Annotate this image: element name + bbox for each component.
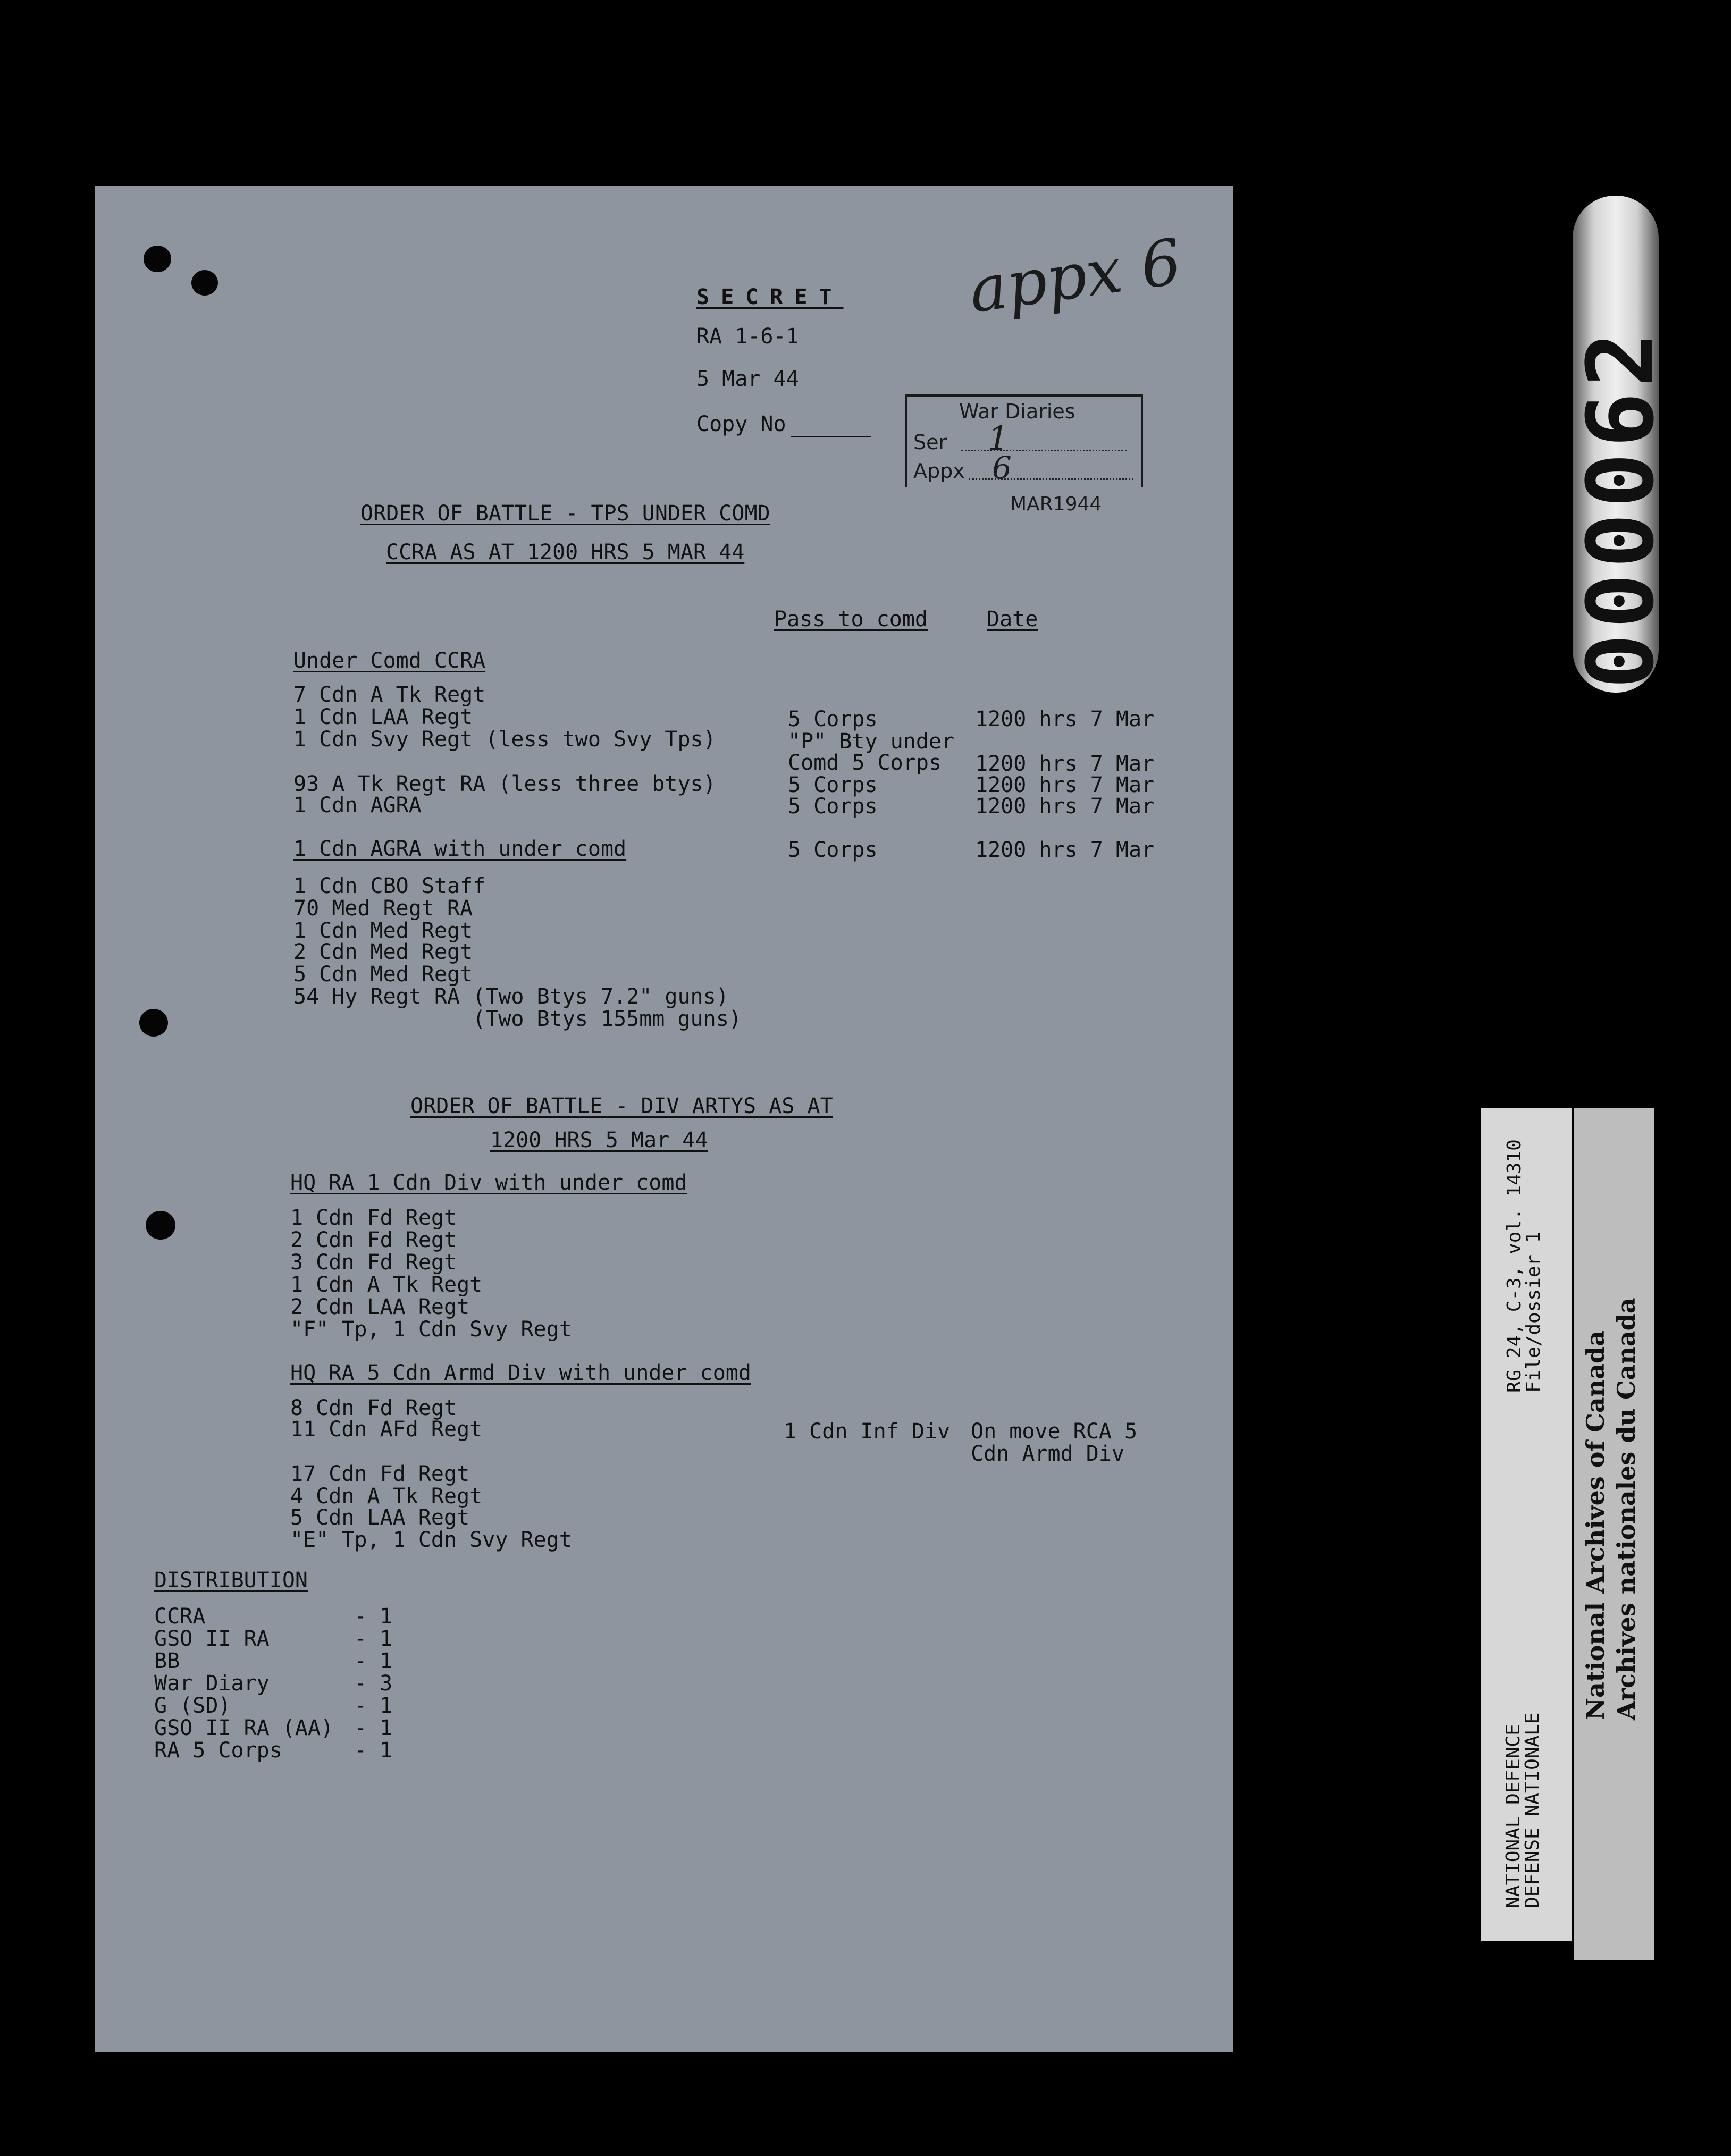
stamp-ser-label: Ser bbox=[913, 431, 947, 454]
pass-cell: 5 Corps bbox=[788, 707, 878, 731]
punch-hole bbox=[191, 270, 218, 296]
classification: SECRET bbox=[696, 285, 844, 309]
distribution-name: War Diary bbox=[154, 1671, 270, 1696]
list-item: 70 Med Regt RA bbox=[293, 896, 473, 921]
distribution-name: GSO II RA (AA) bbox=[154, 1716, 334, 1740]
distribution-count: - 1 bbox=[354, 1604, 393, 1629]
list-item: 2 Cdn LAA Regt bbox=[290, 1295, 470, 1319]
list-item: 8 Cdn Fd Regt bbox=[290, 1396, 457, 1420]
list-item: 5 Cdn Med Regt bbox=[293, 962, 473, 987]
distribution-name: G (SD) bbox=[154, 1694, 231, 1718]
distribution-heading: DISTRIBUTION bbox=[154, 1568, 308, 1593]
list-item: 1 Cdn CBO Staff bbox=[293, 874, 486, 898]
column-header-pass: Pass to comd bbox=[774, 607, 928, 631]
copy-number-line bbox=[791, 436, 871, 437]
section1-subtitle: CCRA AS AT 1200 HRS 5 MAR 44 bbox=[386, 540, 745, 565]
move-note-line2: Cdn Armd Div bbox=[971, 1442, 1124, 1466]
distribution-count: - 1 bbox=[354, 1716, 393, 1740]
group-heading-1-cdn-div: HQ RA 1 Cdn Div with under comd bbox=[290, 1170, 687, 1195]
distribution-name: RA 5 Corps bbox=[154, 1738, 282, 1763]
dept-line1: NATIONAL DEFENCE bbox=[1502, 1724, 1524, 1908]
table-row: 1 Cdn Svy Regt (less two Svy Tps) bbox=[293, 727, 716, 752]
distribution-name: GSO II RA bbox=[154, 1627, 270, 1651]
list-item: 17 Cdn Fd Regt bbox=[290, 1462, 470, 1486]
list-item: 1 Cdn A Tk Regt bbox=[290, 1273, 483, 1297]
pass-cell: "P" Bty under bbox=[788, 729, 955, 754]
copy-number-label: Copy No bbox=[696, 412, 786, 436]
date-cell: 1200 hrs 7 Mar bbox=[975, 707, 1155, 731]
group-heading-under-comd-ccra: Under Comd CCRA bbox=[293, 649, 486, 673]
reel-number: 000062 bbox=[1567, 326, 1674, 689]
column-header-date: Date bbox=[987, 607, 1038, 631]
section1-title: ORDER OF BATTLE - TPS UNDER COMD bbox=[360, 501, 770, 526]
dept-line2: DEFENSE NATIONALE bbox=[1522, 1712, 1543, 1908]
list-item: 11 Cdn AFd Regt bbox=[290, 1417, 483, 1442]
list-item: 2 Cdn Med Regt bbox=[293, 940, 473, 964]
list-item: "F" Tp, 1 Cdn Svy Regt bbox=[290, 1317, 572, 1342]
move-note-line1: On move RCA 5 bbox=[971, 1419, 1138, 1444]
pass-cell: 5 Corps bbox=[788, 838, 878, 862]
punch-hole bbox=[144, 246, 171, 272]
table-row: 93 A Tk Regt RA (less three btys) bbox=[293, 772, 716, 796]
archives-line2: Archives nationales du Canada bbox=[1612, 1298, 1641, 1720]
group-heading-5-cdn-armd-div: HQ RA 5 Cdn Armd Div with under comd bbox=[290, 1361, 751, 1385]
punch-hole bbox=[146, 1211, 175, 1240]
date-cell: 1200 hrs 7 Mar bbox=[975, 838, 1155, 862]
distribution-count: - 1 bbox=[354, 1649, 393, 1673]
date-cell: 1200 hrs 7 Mar bbox=[975, 794, 1155, 819]
list-item: 54 Hy Regt RA (Two Btys 7.2" guns) bbox=[293, 984, 729, 1009]
stamp-ser-dots bbox=[961, 450, 1127, 451]
list-item: 5 Cdn LAA Regt bbox=[290, 1505, 470, 1530]
list-item: (Two Btys 155mm guns) bbox=[293, 1007, 742, 1031]
stamp-appx-label: Appx bbox=[913, 459, 965, 483]
archives-line1: National Archives of Canada bbox=[1581, 1330, 1610, 1720]
punch-hole bbox=[139, 1009, 168, 1037]
list-item: "E" Tp, 1 Cdn Svy Regt bbox=[290, 1528, 572, 1552]
ref-line2: File/dossier 1 bbox=[1523, 1231, 1544, 1393]
ref-line1: RG 24, C-3, vol. 14310 bbox=[1503, 1139, 1525, 1393]
distribution-name: CCRA bbox=[154, 1604, 206, 1629]
distribution-count: - 1 bbox=[354, 1738, 393, 1763]
date-cell: 1200 hrs 7 Mar bbox=[975, 773, 1155, 797]
stamp-title: War Diaries bbox=[959, 400, 1075, 423]
distribution-name: BB bbox=[154, 1649, 180, 1673]
section2-subtitle: 1200 HRS 5 Mar 44 bbox=[490, 1128, 708, 1152]
distribution-count: - 1 bbox=[354, 1694, 393, 1718]
document-date: 5 Mar 44 bbox=[696, 367, 799, 391]
list-item: 1 Cdn Fd Regt bbox=[290, 1206, 457, 1230]
stamp-date: MAR1944 bbox=[1010, 493, 1102, 515]
pass-cell: 5 Corps bbox=[788, 794, 878, 819]
list-item: 2 Cdn Fd Regt bbox=[290, 1228, 457, 1252]
distribution-count: - 3 bbox=[354, 1671, 393, 1696]
pass-cell: Comd 5 Corps bbox=[788, 751, 942, 775]
table-row: 7 Cdn A Tk Regt bbox=[293, 683, 486, 707]
date-cell: 1200 hrs 7 Mar bbox=[975, 752, 1155, 776]
section2-title: ORDER OF BATTLE - DIV ARTYS AS AT bbox=[410, 1094, 833, 1118]
list-item: 1 Cdn Med Regt bbox=[293, 919, 473, 943]
list-item: 4 Cdn A Tk Regt bbox=[290, 1484, 483, 1509]
stamp-ser-value: 1 bbox=[988, 419, 1009, 458]
pass-cell: 5 Corps bbox=[788, 773, 878, 797]
list-item: 3 Cdn Fd Regt bbox=[290, 1250, 457, 1275]
handwritten-annotation: appx 6 bbox=[964, 224, 1186, 327]
table-row: 1 Cdn LAA Regt bbox=[293, 705, 473, 729]
distribution-count: - 1 bbox=[354, 1627, 393, 1651]
move-note-pass: 1 Cdn Inf Div bbox=[784, 1419, 951, 1444]
file-reference: RA 1-6-1 bbox=[696, 324, 799, 349]
group-heading-agra: 1 Cdn AGRA with under comd bbox=[293, 837, 627, 861]
stamp-appx-value: 6 bbox=[992, 450, 1012, 486]
table-row: 1 Cdn AGRA bbox=[293, 793, 422, 818]
